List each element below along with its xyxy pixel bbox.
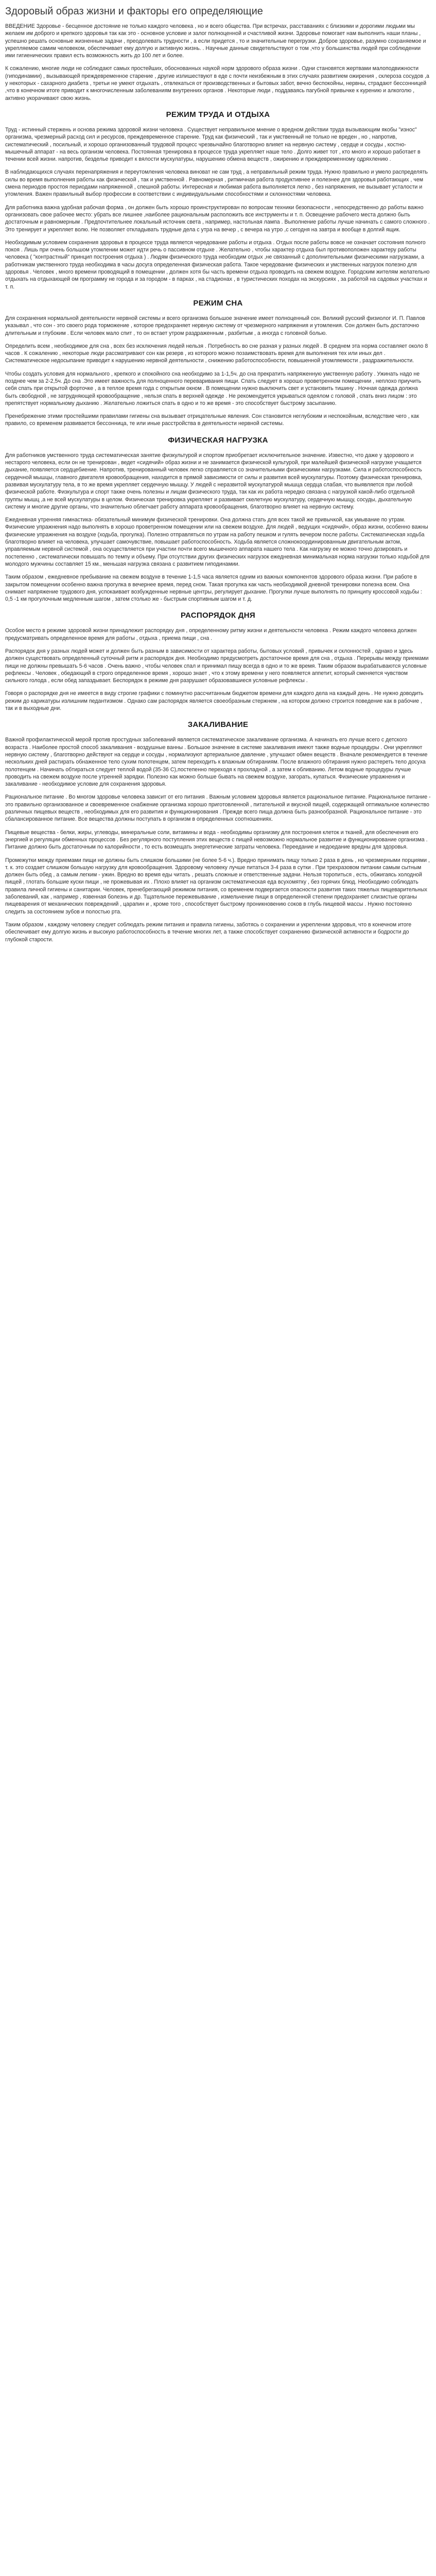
section-heading: РАСПОРЯДОК ДНЯ: [180, 611, 255, 620]
paragraph: Необходимым условием сохранения здоровья в процессе труда является чередование работы и отдыха . Отдых после работы вовсе не означает состояния полного покоя . Лишь при очень большом утомлении может идти речь о пассивном отдыхе . Желательно , чтобы характер отдыха был противоположен характеру работы человека ( "контрастный" принцип построения отдыха ) . Людям физического труда необходим отдых ,не связанный с дополнительными физическими нагрузками, а работникам умственного труда необходима в часы досуга определенная физическая работа. Такое чередование физических и умственных нагрузок полезно для здоровья . Человек , много времени проводящий в помещении , должен хотя бы часть времени отдыха проводить на свежем воздухе. Городским жителям желательно отдыхать на отдыхающей ом программу не города и за городом - в парках , на стадионах , в туристических походах на экскурсиях , за работой на садовых участках и т. п.: [5, 239, 430, 290]
paragraph: Для работников умственного труда систематическая занятие физкультурой и спортом приобретает исключительное значение. Известно, что даже у здорового и нестарого человека, если он не тренирован , ведет «сидячий» образ жизни и не занимается физической культурой, при малейшей физической нагрузке учащается дыхание, появляется сердцебиение. Напротив, тренированный человек легко справляется со значительными физическими нагрузками. Сила и работоспособность сердечной мышцы, главного двигателя кровообращения, находится в прямой зависимости от силы и развития всей мускулатуры. Поэтому физическая тренировка, развивая мускулатуру тела, в то же время укрепляет сердечную мышцу. У людей с неразвитой мускулатурой мышца сердца слабая, что выявляется при любой физической работе. Физкультура и спорт также очень полезны и лицам физического труда, так как их работа нередко связана с нагрузкой какой-либо отдельной группы мышц ,а не всей мускулатуры в целом. Физическая тренировка укрепляет и развивает скелетную мускулатуру, сердечную мышцу, сосуды, дыхательную систему и многие другие органы, что значительно облегчает работу аппарата кровообращения, благотворно влияет на нервную систему.: [5, 452, 423, 510]
paragraph: Пищевые вещества - белки, жиры, углеводы, минеральные соли, витамины и вода - необходимы организму для построения клеток и тканей, для обеспечения его энергией и регуляции обменных процессов . Без регулярного поступления этих веществ с пищей невозможно нормальное развитие и функционирование организма . Питание должно быть достаточным по калорийности , то есть возмещать энергетические затраты человека. Переедание и недоедание вредны для здоровья.: [5, 829, 428, 851]
document-page: [0, 0, 436, 970]
paragraph: Для сохранения нормальной деятельности нервной системы и всего организма большое значение имеет полноценный сон. Великий русский физиолог И. П. Павлов указывал , что сон - это своего рода торможение , которое предохраняет нервную систему от чрезмерного напряжения и утомления. Сон должен быть достаточно длительным и глубоким . Если человек мало спит , то он встает утром раздраженным , разбитым , а иногда с головной болью.: [5, 315, 425, 336]
paragraph: ВВЕДЕНИЕ Здоровье - бесценное достояние не только каждого человека , но и всего общества. При встречах, расставаниях с близкими и дорогими людьми мы желаем им доброго и крепкого здоровья так как это - основное условие и залог полноценной и счастливой жизни. Здоровье помогает нам выполнить наши планы , успешно решать основные жизненные задачи , преодолевать трудности , а если придется , то и значительные перегрузки. Доброе здоровье, разумно сохраняемое и укрепляемое самим человеком, обеспечивает ему долгую и активную жизнь. . Научные данные свидетельствуют о том ,что у большинства людей при соблюдении ими гигиенических правил есть возможность жить до 100 лет и более.: [5, 23, 426, 59]
paragraph: К сожалению, многие люди не соблюдают самых простейших, обоснованных наукой норм здорового образа жизни . Одни становятся жертвами малоподвижности (гиподинамии) , вызывающей преждевременное старение , другие излишествуют в еде с почти неизбежным в этих случаях развитием ожирения , склероза сосудов ,а у некоторых - сахарного диабета , третьи не умеют отдыхать , отвлекаться от производственных и бытовых забот, вечно беспокойны, нервны, страдают бессонницей ,что в конечном итоге приводит к многочисленным заболеваниям внутренних органов . Некоторые люди , поддаваясь пагубной привычке к курению и алкоголю , активно укорачивают свою жизнь.: [5, 65, 429, 101]
paragraph: Чтобы создать условия для нормального , крепкого и спокойного сна необходимо за 1-1,5ч. до сна прекратить напряженную умственную работу . Ужинать надо не позднее чем за 2-2,5ч. До сна .Это имеет важность для полноценного переваривания пищи. Спать следует в хорошо проветренном помещении , неплохо приучить себя спать при открытой форточке , а в теплое время года с открытым окном . В помещении нужно выключить свет и установить тишину . Ночная одежда должна быть свободной , не затрудняющей кровообращение , нельзя спать в верхней одежде . Не рекомендуется укрываться одеялом с головой , спать вниз лицом : это препятствует нормальному дыханию . Желательно ложиться спать в одно и то же время - это способствует быстрому засыпанию.: [5, 370, 422, 406]
document-body: [5, 23, 431, 943]
paragraph: Промежутки между приемами пищи не должны быть слишком большими (не более 5-6 ч.). Вредно принимать пищу только 2 раза в день , но чрезмерными порциями , т. к. это создает слишком большую нагрузку для кровообращения. Здоровому человеку лучше питаться 3-4 раза в сутки . При трехразовом питании самым сытным должен быть обед , а самым легким - ужин. Вредно во время еды читать , решать сложные и ответственные задачи. Нельзя торопиться , есть, обжигаясь холодной пищей , глотать большие куски пищи , не прожевывая их . Плохо влияет на организм систематическая еда всухомятку , без горячих блюд. Необходимо соблюдать правила личной гигиены и санитарии. Человек, пренебрегающий режимом питания, со временем подвергается опасности развития таких тяжелых пищеварительных заболеваний, как , например , язвенная болезнь и др. Тщательное пережевывание , измельчение пищи в определенной степени предохраняет слизистые органы пищеварения от механических повреждений , царапин и , кроме того , способствует быстрому проникновению соков в глубь пищевой массы . Нужно постоянно следить за состоянием зубов и полостью рта.: [5, 857, 430, 915]
section-heading: РЕЖИМ СНА: [193, 298, 243, 308]
paragraph: Пренебрежение этими простейшими правилами гигиены сна вызывает отрицательные явления. Сон становится неглубоким и неспокойным, вследствие чего , как правило, со временем развивается бессонница, те или иные расстройства в деятельности нервной системы.: [5, 413, 420, 427]
paragraph: Распорядок дня у разных людей может и должен быть разным в зависимости от характера работы, бытовых условий , привычек и склонностей , однако и здесь должен существовать определенный суточный ритм и распорядок дня. Необходимо предусмотреть достаточное время для сна , отдыха . Перерывы между приемами пищи не должны превышать 5-6 часов . Очень важно , чтобы человек спал и принимал пищу всегда в одно и то же время. Таким образом вырабатываются условные рефлексы . Человек , обедающий в строго определенное время , хорошо знает , что к этому времени у него появляется аппетит, который сменяется чувством сильного голода , если обед запаздывает. Беспорядок в режиме дня разрушает образовавшиеся условные рефлексы .: [5, 648, 429, 684]
paragraph: Таким образом , каждому человеку следует соблюдать режим питания и правила гигиены, заботясь о сохранении и укреплении здоровья, что в конечном итоге обеспечивает ему долгую жизнь и высокую работоспособность в течение многих лет, а также способствует сохранению физической активности и бодрости до глубокой старости.: [5, 921, 412, 943]
paragraph: Таким образом , ежедневное пребывание на свежем воздухе в течение 1-1,5 часа является одним из важных компонентов здорового образа жизни. При работе в закрытом помещении особенно важна прогулка в вечернее время, перед сном. Такая прогулка как часть необходимой дневной тренировки полезна всем. Она снимает напряжение трудового дня, успокаивает возбужденные нервные центры, регулирует дыхание. Прогулки лучше выполнять по принципу кроссовой ходьбы : 0,5 -1 км прогулочным медленным шагом , затем столько же - быстрым спортивным шагом и т. д.: [5, 574, 422, 603]
paragraph: Труд - истинный стержень и основа режима здоровой жизни человека . Существует неправильное мнение о вредном действии труда вызывающим якобы "износ" организма, чрезмерный расход сил и ресурсов, преждевременное старение. Труд как физический , так и умственный не только не вреден , но , напротив, систематический , посильный, и хорошо организованный трудовой процесс чрезвычайно благотворно влияет на нервную систему , сердце и сосуды , костно-мышечный аппарат - на весь организм человека. Постоянная тренировка в процессе труда укрепляет наше тело . Долго живет тот , кто много и хорошо работает в течении всей жизни. напротив, безделье приводит к вялости мускулатуры, нарушению обмена веществ , ожирению и преждевременному одряхлению .: [5, 126, 421, 163]
paragraph: Особое место в режиме здоровой жизни принадлежит распорядку дня , определенному ритму жизни и деятельности человека . Режим каждого человека должен предусматривать определенное время для работы , отдыха , приема пищи , сна .: [5, 628, 417, 641]
paragraph: Говоря о распорядке дня не имеется в виду строгие графики с поминутно рассчитанным бюджетом времени для каждого дела на каждый день . Не нужно доводить режим до карикатуры излишним педантизмом . Однако сам распорядок является своеобразным стержнем , на котором должно строится поведение как в рабочие , так и в выходные дни.: [5, 690, 424, 712]
paragraph: Важной профилактической мерой против простудных заболеваний является систематическое закаливание организма. А начинать его лучше всего с детского возраста . Наиболее простой способ закаливания - воздушные ванны . Большое значение в системе закаливания имеют также водные процедуры . Они укрепляют нервную систему , благотворно действуют на сердце и сосуды , нормализуют артериальное давление , улучшают обмен веществ . Вначале рекомендуется в течение нескольких дней растирать обнаженное тело сухим полотенцем, затем переходить к влажным обтираниям. После влажного обтирания нужно растереть тело досуха полотенцем . Начинать обтираться следует теплой водой (35-36 С),постепенно переходя к прохладной , а затем к обливанию. Летом водные процедуры лучше проводить на свежем воздухе после утренней зарядки. Полезно как можно больше бывать на свежем воздухе, загорать, купаться. Физические упражнения и закаливание - необходимое условие для сохранения здоровья.: [5, 737, 428, 788]
document-title: Здоровый образ жизни и факторы его определяющие: [5, 6, 263, 17]
paragraph: Ежедневная утренняя гимнастика- обязательный минимум физической тренировки. Она должна стать для всех такой же привычкой, как умывание по утрам. Физические упражнения надо выполнять в хорошо проветренном помещении или на свежем воздухе. Для людей , ведущих «сидячий», образ жизни, особенно важны физические упражнения на воздухе (ходьба, прогулка). Полезно отправляться по утрам на работу пешком и гулять вечером после работы. Систематическая ходьба благотворно влияет на человека, улучшает самочувствие, повышает работоспособность. Ходьба является сложнокоординированным двигательным актом, управляемым нервной системой , она осуществляется при участии почти всего мышечного аппарата нашего тела . Как нагрузку ее можно точно дозировать и постепенно , систематически повышать по темпу и объему. При отсутствии других физических нагрузок ежедневная минимальная норма нагрузки только ходьбой для молодого мужчины составляет 15 км., меньшая нагрузка связана с развитием гиподинамии.: [5, 517, 430, 567]
paragraph: В наблюдающихся случаях перенапряжения и переутомления человека виноват не сам труд , а неправильный режим труда. Нужно правильно и умело распределять силы во время выполнения работы как физической , так и умственной . Равномерная , ритмичная работа продуктивнее и полезнее для здоровья работающих , чем смена периодов простоя периодами напряженной , спешной работы. Интересная и любимая работа выполняется легко , без напряжения, не вызывает усталости и утомления. Важен правильный выбор профессии в соответствии с индивидуальными способностями и склонностями человека.: [5, 169, 428, 198]
paragraph: Определить всем , необходимое для сна , всех без исключения людей нельзя . Потребность во сне разная у разных людей . В среднем эта норма составляет около 8 часов . К сожалению , некоторые люди рассматривают сон как резерв , из которого можно позаимствовать время для выполнения тех или иных дел . Систематическое недосыпание приводит к нарушению нервной деятельности , снижению работоспособности, повышенной утомляемости , раздражительности.: [5, 343, 428, 364]
section-heading: РЕЖИМ ТРУДА И ОТДЫХА: [166, 110, 270, 119]
paragraph: Для работника важна удобная рабочая форма , он должен быть хорошо проинструктирован по вопросам техники безопасности , непосредственно до работы важно организовать свое рабочее место: убрать все лишнее ,наиболее рациональным расположить все инструменты и т. п. Освещение рабочего места должно быть достаточным и равномерным . Предпочтительнее локальный источник света , например, настольная лампа . Выполнение работы лучше начинать с самого сложного . Это тренирует и укрепляет волю. Не позволяет откладывать трудные дела с утра на вечер , с вечера на утро ,с сегодня на завтра и вообще в долгий ящик.: [5, 204, 430, 233]
section-heading: ФИЗИЧЕСКАЯ НАГРУЗКА: [168, 435, 268, 445]
section-heading: ЗАКАЛИВАНИЕ: [187, 720, 249, 730]
paragraph: Рациональное питание . Во многом здоровье человека зависит от его питания . Важным условием здоровья является рациональное питание. Рациональное питание - это правильно организованное и своевременное снабжение организма хорошо приготовленной , питательной и вкусной пищей, содержащей оптимальное количество различных пищевых веществ , необходимых для его развития и функционирования . Прежде всего пища должна быть разнообразной. Рациональное питание - это сбалансированное питание. Все вещества должны поступать в организм в определенных соотношениях.: [5, 794, 431, 823]
